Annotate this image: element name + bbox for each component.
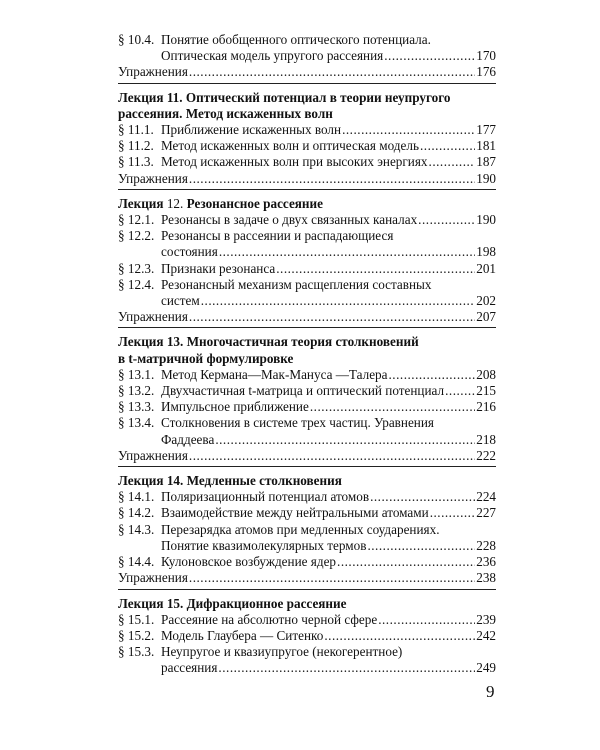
page-number: 9 bbox=[486, 682, 495, 701]
toc-entry: § 14.4. Кулоновское возбуждение ядер ..... 236 bbox=[118, 554, 496, 570]
toc-entry: § 11.3. Метод искаженных волн при высоких энергиях ..... 187 bbox=[118, 154, 496, 170]
table-of-contents bbox=[118, 32, 496, 677]
entry-title: Понятие обобщенного оптического потенциала. bbox=[161, 32, 431, 47]
divider bbox=[118, 83, 496, 84]
toc-entry: § 14.2. Взаимодействие между нейтральными атомами ..... 227 bbox=[118, 505, 496, 521]
toc-entry: § 11.2. Метод искаженных волн и оптическая модель ..... 181 bbox=[118, 138, 496, 154]
toc-entry: § 13.4. Столкновения в системе трех частиц. Уравнения bbox=[118, 415, 434, 431]
section-number: § 10.4. bbox=[118, 32, 155, 47]
lecture-11-heading: Лекция 11. Оптический потенциал в теории неупругого рассеяния. Метод искаженных волн bbox=[118, 89, 451, 121]
toc-entry bbox=[118, 32, 496, 48]
toc-entry: § 12.1. Резонансы в задаче о двух связанных каналах ..... 190 bbox=[118, 212, 496, 228]
toc-entry: § 14.3. Перезарядка атомов при медленных соударениях. bbox=[118, 521, 440, 537]
toc-entry: § 15.1. Рассеяние на абсолютно черной сфере ..... 239 bbox=[118, 612, 496, 628]
toc-entry-continuation: Понятие квазимолекулярных термов ..... 228 bbox=[118, 538, 496, 554]
toc-entry-continuation: состояния ..... 198 bbox=[118, 244, 496, 260]
toc-entry: § 15.3. Неупругое и квазиупругое (некогерентное) bbox=[118, 644, 403, 660]
toc-entry: § 13.2. Двухчастичная t-матрица и оптический потенциал ..... 215 bbox=[118, 383, 496, 399]
toc-entry-continuation: систем ..... 202 bbox=[118, 293, 496, 309]
divider bbox=[118, 589, 496, 590]
toc-entry: § 12.2. Резонансы в рассеянии и распадающиеся bbox=[118, 228, 394, 244]
toc-entry: § 11.1. Приближение искаженных волн ..... 177 bbox=[118, 122, 496, 138]
toc-entry: § 13.3. Импульсное приближение ..... 216 bbox=[118, 399, 496, 415]
entry-title: Оптическая модель упругого рассеяния bbox=[161, 48, 384, 64]
toc-entry-continuation: рассеяния ..... 249 bbox=[118, 660, 496, 676]
lecture-14-heading: Лекция 14. Медленные столкновения bbox=[118, 473, 342, 489]
toc-entry: § 14.1. Поляризационный потенциал атомов ..... 224 bbox=[118, 489, 496, 505]
toc-entry: § 15.2. Модель Глаубера — Ситенко ..... 242 bbox=[118, 628, 496, 644]
exercises-entry: Упражнения ..... 176 bbox=[118, 64, 496, 80]
divider bbox=[118, 327, 496, 328]
page-ref: 170 bbox=[476, 48, 496, 64]
toc-entry: § 12.4. Резонансный механизм расщепления составных bbox=[118, 276, 432, 292]
toc-entry-continuation: Фаддеева ..... 218 bbox=[118, 432, 496, 448]
toc-entry: § 12.3. Признаки резонанса ..... 201 bbox=[118, 261, 496, 277]
exercises-entry: Упражнения ..... 190 bbox=[118, 171, 496, 187]
divider bbox=[118, 466, 496, 467]
page-ref: 176 bbox=[476, 64, 496, 80]
exercises-entry: Упражнения ..... 207 bbox=[118, 309, 496, 325]
divider bbox=[118, 189, 496, 190]
lecture-12-heading: Лекция 12. Резонансное рассеяние bbox=[118, 195, 323, 211]
exercises-entry: Упражнения ..... 238 bbox=[118, 570, 496, 586]
lecture-15-heading: Лекция 15. Дифракционное рассеяние bbox=[118, 595, 347, 611]
lecture-13-heading: Лекция 13. Многочастичная теория столкновений в t-матричной формулировке bbox=[118, 334, 419, 366]
toc-entry: § 13.1. Метод Кермана—Мак-Мануса —Талера ..... 208 bbox=[118, 367, 496, 383]
exercises-entry: Упражнения ..... 222 bbox=[118, 448, 496, 464]
toc-entry-continuation bbox=[118, 48, 496, 64]
